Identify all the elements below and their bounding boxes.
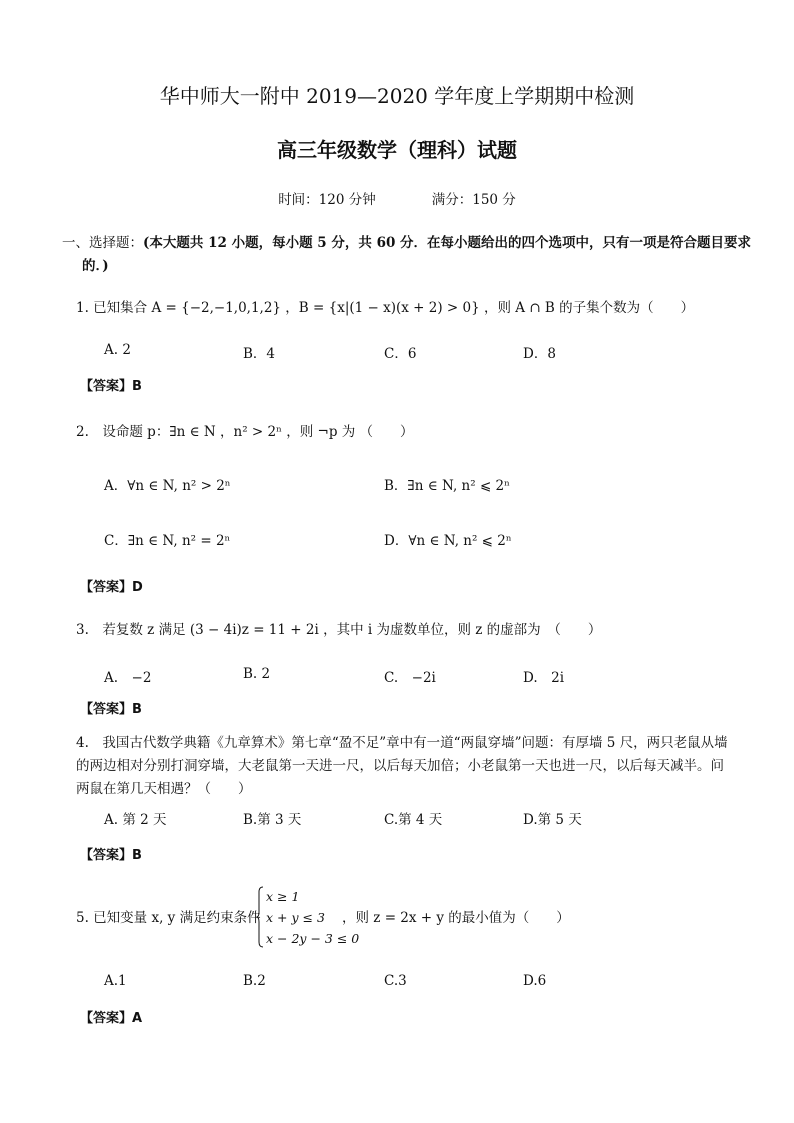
question-3-option-c: C. −2i [384,670,436,686]
exam-title: 华中师大一附中 2019—2020 学年度上学期期中检测 [159,84,635,108]
question-3-stem: 3. 若复数 z 满足 (3 − 4i)z = 11 + 2i ，其中 i 为虚数单位，则 z 的虚部为 （ ） [76,622,602,638]
question-2-stem: 2. 设命题 p：∃n ∈ N ，n² > 2ⁿ ，则 ¬p 为 （ ） [76,424,414,440]
question-5-option-d: D.6 [523,973,547,989]
question-5-option-a: A.1 [104,973,127,989]
question-3-option-a: A. −2 [104,670,152,686]
left-brace-icon [256,886,264,948]
question-1-option-a: A. 2 [104,342,131,358]
constraint-3: x − 2y − 3 ≤ 0 [266,931,360,946]
exam-score: 满分：150 分 [431,192,516,208]
section-label: 一、选择题： [62,235,143,251]
question-4-option-d: D.第 5 天 [523,812,582,828]
constraint-2: x + y ≤ 3 [266,910,325,925]
question-2-option-d: D．∀n ∈ N, n² ⩽ 2ⁿ [384,533,512,549]
question-3-answer: 【答案】B [80,702,142,717]
question-2-option-c: C．∃n ∈ N, n² = 2ⁿ [104,533,231,549]
question-2-option-a: A．∀n ∈ N, n² > 2ⁿ [104,478,231,494]
question-5-option-c: C.3 [384,973,407,989]
constraint-1: x ≥ 1 [266,889,300,904]
exam-subtitle: 高三年级数学（理科）试题 [277,138,517,162]
question-4-answer: 【答案】B [80,848,142,863]
question-1-option-c: C．6 [384,346,417,362]
question-5-answer: 【答案】A [80,1011,143,1026]
section-heading [62,232,754,278]
question-5-stem-prefix: 5. 已知变量 x, y 满足约束条件 [76,910,261,926]
question-2-option-b: B．∃n ∈ N, n² ⩽ 2ⁿ [384,478,510,494]
question-1-stem: 1. 已知集合 A = {−2,−1,0,1,2} ，B = {x|(1 − x)(x + 2) > 0} ，则 A ∩ B 的子集个数为（ ） [76,300,695,316]
exam-time-score [0,188,794,208]
question-4-option-b: B.第 3 天 [243,812,302,828]
question-1-answer: 【答案】B [80,379,142,394]
question-2-answer: 【答案】D [80,580,143,595]
question-1-option-d: D．8 [523,346,556,362]
question-1-option-b: B．4 [243,346,276,362]
exam-time: 时间：120 分钟 [278,192,376,208]
section-instructions: (本大题共 12 小题，每小题 5 分，共 60 分．在每小题给出的四个选项中，只有一项是符合题目要求的．) [82,235,752,274]
question-3-option-d: D. 2i [523,670,565,686]
question-5-stem-suffix: ，则 z = 2x + y 的最小值为（ ） [342,910,570,926]
question-4-stem: 4. 我国古代数学典籍《九章算术》第七章“盈不足”章中有一道“两鼠穿墙”问题：有厚墙 5 尺，两只老鼠从墙的两边相对分别打洞穿墙，大老鼠第一天进一尺，以后每天加倍；小老鼠第一天也进一尺，以后每天减半。问两鼠在第几天相遇？（ ） [76,735,728,797]
question-4-option-a: A. 第 2 天 [104,812,167,828]
question-5-option-b: B.2 [243,973,266,989]
question-3-option-b: B. 2 [243,666,271,682]
question-4-option-c: C.第 4 天 [384,812,443,828]
